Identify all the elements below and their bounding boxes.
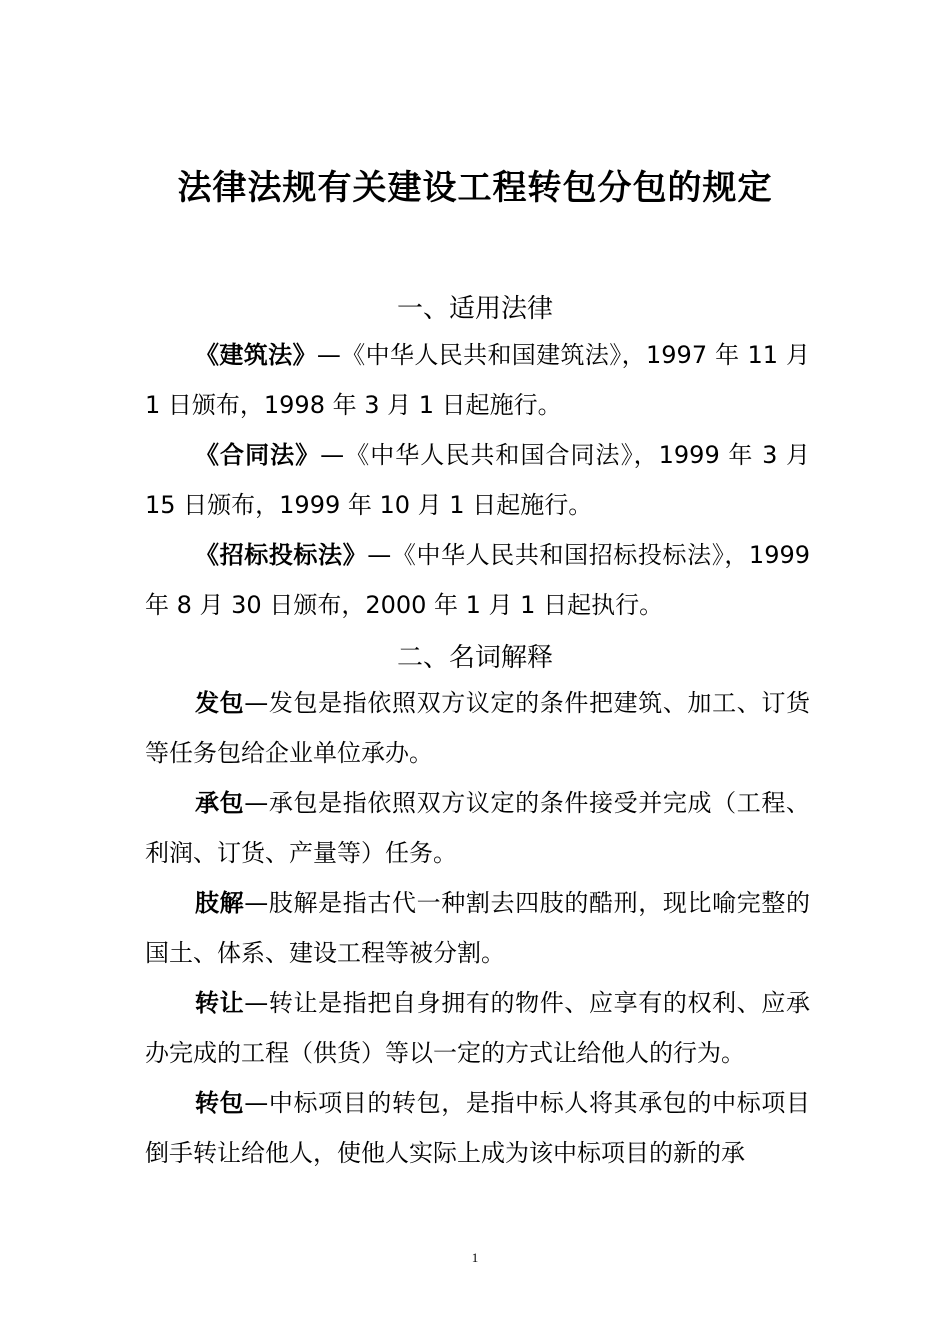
paragraph-contract-law (145, 430, 810, 530)
definition-text: —《中华人民共和国建筑法》，1997 年 11 月 1 日颁布，1998 年 3 月 1 日起施行。 (145, 341, 811, 419)
definition-text: —发包是指依照双方议定的条件把建筑、加工、订货等任务包给企业单位承办。 (145, 689, 810, 767)
section-heading-laws: 一、适用法律 (396, 294, 553, 324)
paragraph-term-zhuanbao (145, 1078, 810, 1178)
term-zhuanrang: 转让 (195, 989, 245, 1017)
term-zhijie: 肢解 (195, 889, 245, 917)
term-bidding-law: 《招标投标法》 (195, 541, 368, 569)
term-fabao: 发包 (195, 689, 245, 717)
term-chengbao: 承包 (195, 789, 245, 817)
document-title: 法律法规有关建设工程转包分包的规定 (177, 168, 773, 208)
page-number: 1 (471, 1250, 479, 1265)
definition-text: —中标项目的转包，是指中标人将其承包的中标项目倒手转让给他人，使他人实际上成为该中标项目的新的承 (145, 1089, 810, 1167)
paragraph-bidding-law (145, 530, 810, 630)
section-heading-terms: 二、名词解释 (396, 643, 553, 673)
definition-text: —《中华人民共和国招标投标法》，1999 年 8 月 30 日颁布，2000 年 1 月 1 日起执行。 (145, 541, 811, 619)
term-contract-law: 《合同法》 (195, 441, 321, 469)
definition-text: —《中华人民共和国合同法》，1999 年 3 月 15 日颁布，1999 年 10 月 1 日起施行。 (145, 441, 811, 519)
definition-text: —转让是指把自身拥有的物件、应享有的权利、应承办完成的工程（供货）等以一定的方式让给他人的行为。 (145, 989, 810, 1067)
paragraph-term-fabao (145, 678, 810, 778)
definition-text: —肢解是指古代一种割去四肢的酷刑，现比喻完整的国土、体系、建设工程等被分割。 (145, 889, 810, 967)
term-zhuanbao: 转包 (195, 1089, 245, 1117)
definition-text: —承包是指依照双方议定的条件接受并完成（工程、利润、订货、产量等）任务。 (145, 789, 810, 867)
term-construction-law: 《建筑法》 (195, 341, 317, 369)
paragraph-construction-law (145, 330, 810, 430)
paragraph-term-chengbao (145, 778, 810, 878)
paragraph-term-zhuanrang (145, 978, 810, 1078)
paragraph-term-zhijie (145, 878, 810, 978)
